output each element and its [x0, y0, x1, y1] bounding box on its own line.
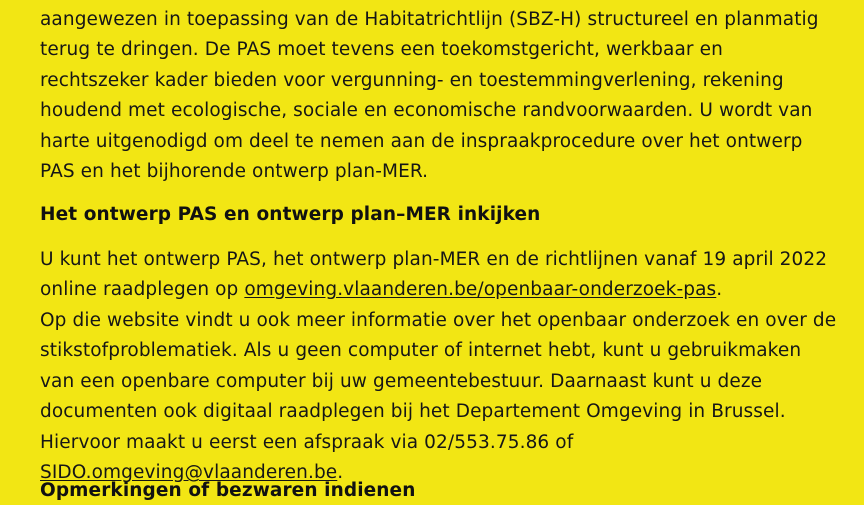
paragraph-intro: aangewezen in toepassing van de Habitatrichtlijn (SBZ-H) structureel en planmatig terug te dringen. De PAS moet tevens een toekomstgericht, werkbaar en rechtszeker kader bieden voor vergunning- en toestemmingverlening, rekening houdend met ecologische, sociale en economische randvoorwaarden. U wordt van harte uitgenodigd om deel te nemen aan de inspraakprocedure over het ontwerp PAS en het bijhorende ontwerp plan-MER.: [40, 8, 819, 182]
section-heading-inkijken: Het ontwerp PAS en ontwerp plan–MER inkijken: [40, 204, 541, 226]
website-link[interactable]: omgeving.vlaanderen.be/openbaar-onderzoek-pas: [244, 279, 717, 300]
paragraph-text-before-link: U kunt het ontwerp PAS, het ontwerp plan-MER en de richtlijnen vanaf 19 april 2022 online raadplegen op: [40, 248, 828, 300]
email-period: .: [337, 462, 344, 483]
email-link[interactable]: SIDO.omgeving@vlaanderen.be: [40, 462, 338, 483]
section-heading-opmerkingen: Opmerkingen of bezwaren indienen: [40, 480, 416, 502]
link-period: .: [716, 279, 723, 300]
paragraph-text-before-email: Op die website vindt u ook meer informatie over het openbaar onderzoek en over de stikstofproblematiek. Als u geen computer of internet hebt, kunt u gebruikmaken van een openbare computer bij uw gemeentebestuur. Daarnaast kunt u deze documenten ook digitaal raadplegen bij het Departement Omgeving in Brussel. Hiervoor maakt u eerst een afspraak via 02/553.75.86 of: [40, 309, 837, 453]
paragraph-raadplegen: [40, 245, 840, 489]
